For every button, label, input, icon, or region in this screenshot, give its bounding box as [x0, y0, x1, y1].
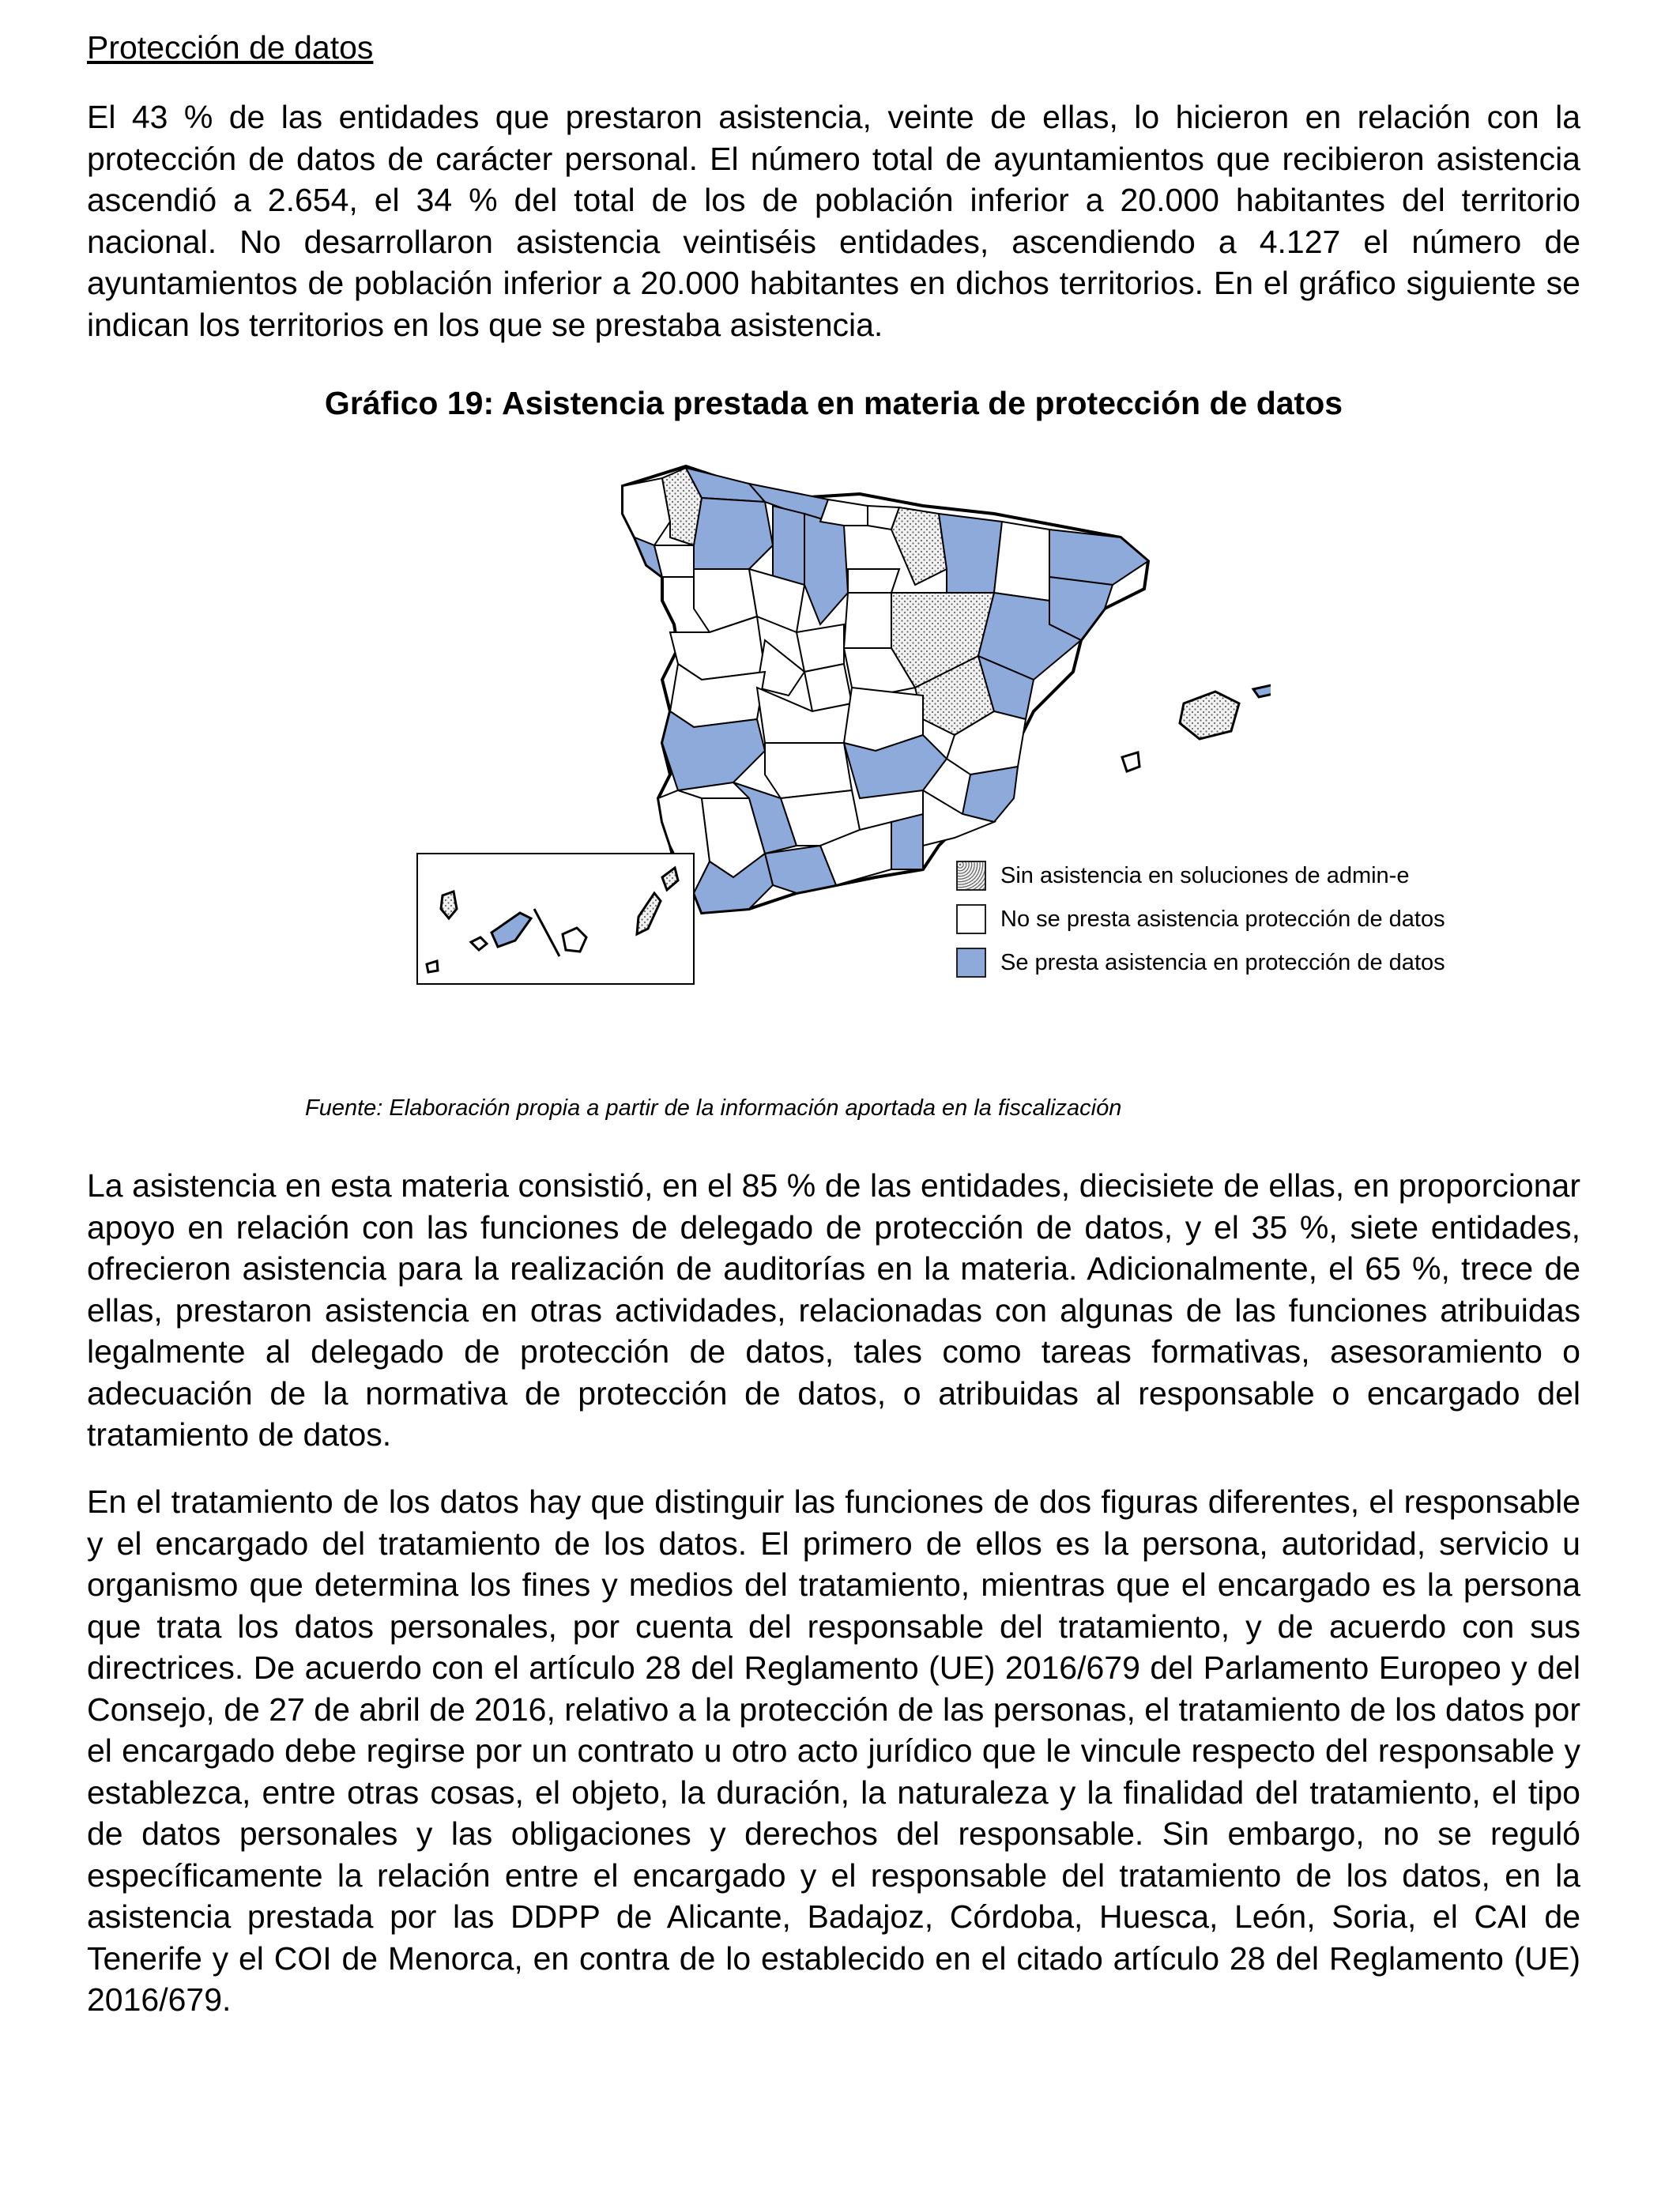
province-la-rioja	[848, 569, 899, 593]
province-palencia	[773, 506, 804, 585]
island-el-hierro	[427, 961, 438, 972]
source-text: : Elaboración propia a partir de la información aportada en la fiscalización	[376, 1095, 1122, 1121]
province-almeria	[891, 814, 923, 869]
province-ourense	[654, 545, 694, 577]
figure-title: Gráfico 19: Asistencia prestada en materia de protección de datos	[324, 385, 1343, 421]
source-label: Fuente	[305, 1095, 377, 1121]
legend-swatch-blue	[956, 948, 986, 978]
intro-paragraph: El 43 % de las entidades que prestaron asistencia, veinte de ellas, lo hicieron en relación con la protección de datos de carácter personal. El número total de ayuntamientos que recibieron asistencia ascendió a 2.654, el 34 % del total de los de población inferior a 20.000 habitantes del territorio nacional. No desarrollaron asistencia veintiséis entidades, ascendiendo a 4.127 el número de ayuntamientos de población inferior a 20.000 habitantes en dichos territorios. En el gráfico siguiente se indican los territorios en los que se prestaba asistencia.	[87, 99, 1580, 343]
province-soria	[844, 593, 891, 648]
assistance-paragraph: La asistencia en esta materia consistió, en el 85 % de las entidades, diecisiete de ellas, en proporcionar apoyo en relación con las funciones de delegado de protección de datos, y el 35 %, siete entidades, ofrecieron asistencia para la realización de auditorías en la materia. Adicionalmente, el 65 %, trece de ellas, prestaron asistencia en otras actividades, relacionadas con algunas de las funciones atribuidas legalmente al delegado de protección de datos, tales como tareas formativas, asesoramiento o adecuación de la normativa de protección de datos, o atribuidas al responsable o encargado del tratamiento de datos.	[87, 1167, 1580, 1453]
legend-label: No se presta asistencia protección de datos	[1000, 907, 1445, 932]
island-mallorca	[1180, 692, 1239, 739]
island-ibiza	[1122, 752, 1139, 771]
island-menorca	[1253, 684, 1271, 697]
province-alicante	[962, 767, 1018, 822]
legend-label: Se presta asistencia en protección de datos	[1000, 950, 1445, 975]
legend-swatch-dotted	[956, 861, 986, 891]
province-huesca	[939, 514, 1002, 593]
legend-swatch-white	[956, 904, 986, 934]
section-heading: Protección de datos	[87, 29, 374, 66]
province-lleida	[994, 522, 1049, 601]
treatment-paragraph: En el tratamiento de los datos hay que distinguir las funciones de dos figuras diferentes, el responsable y el encargado del tratamiento de los datos. El primero de ellos es la persona, autoridad, servicio u organismo que determina los fines y medios del tratamiento, mientras que el encargado es la persona que trata los datos personales, por cuenta del responsable del tratamiento, y de acuerdo con sus directrices. De acuerdo con el artículo 28 del Reglamento (UE) 2016/679 del Parlamento Europeo y del Consejo, de 27 de abril de 2016, relativo a la protección de las personas, el tratamiento de los datos por el encargado debe regirse por un contrato u otro acto jurídico que le vincule respecto del responsable y establezca, entre otras cosas, el objeto, la duración, la naturaleza y la finalidad del tratamiento, el tipo de datos personales y las obligaciones y derechos del responsable. Sin embargo, no se reguló específicamente la relación entre el encargado y el responsable del tratamiento de los datos, en la asistencia prestada por las DDPP de Alicante, Badajoz, Córdoba, Huesca, León, Soria, el CAI de Tenerife y el COI de Menorca, en contra de lo establecido en el citado artículo 28 del Reglamento (UE) 2016/679.	[87, 1483, 1580, 2018]
figure-source	[305, 1094, 1121, 1122]
province-ciudad-real	[765, 743, 852, 798]
legend-label: Sin asistencia en soluciones de admin-e	[1000, 863, 1410, 888]
